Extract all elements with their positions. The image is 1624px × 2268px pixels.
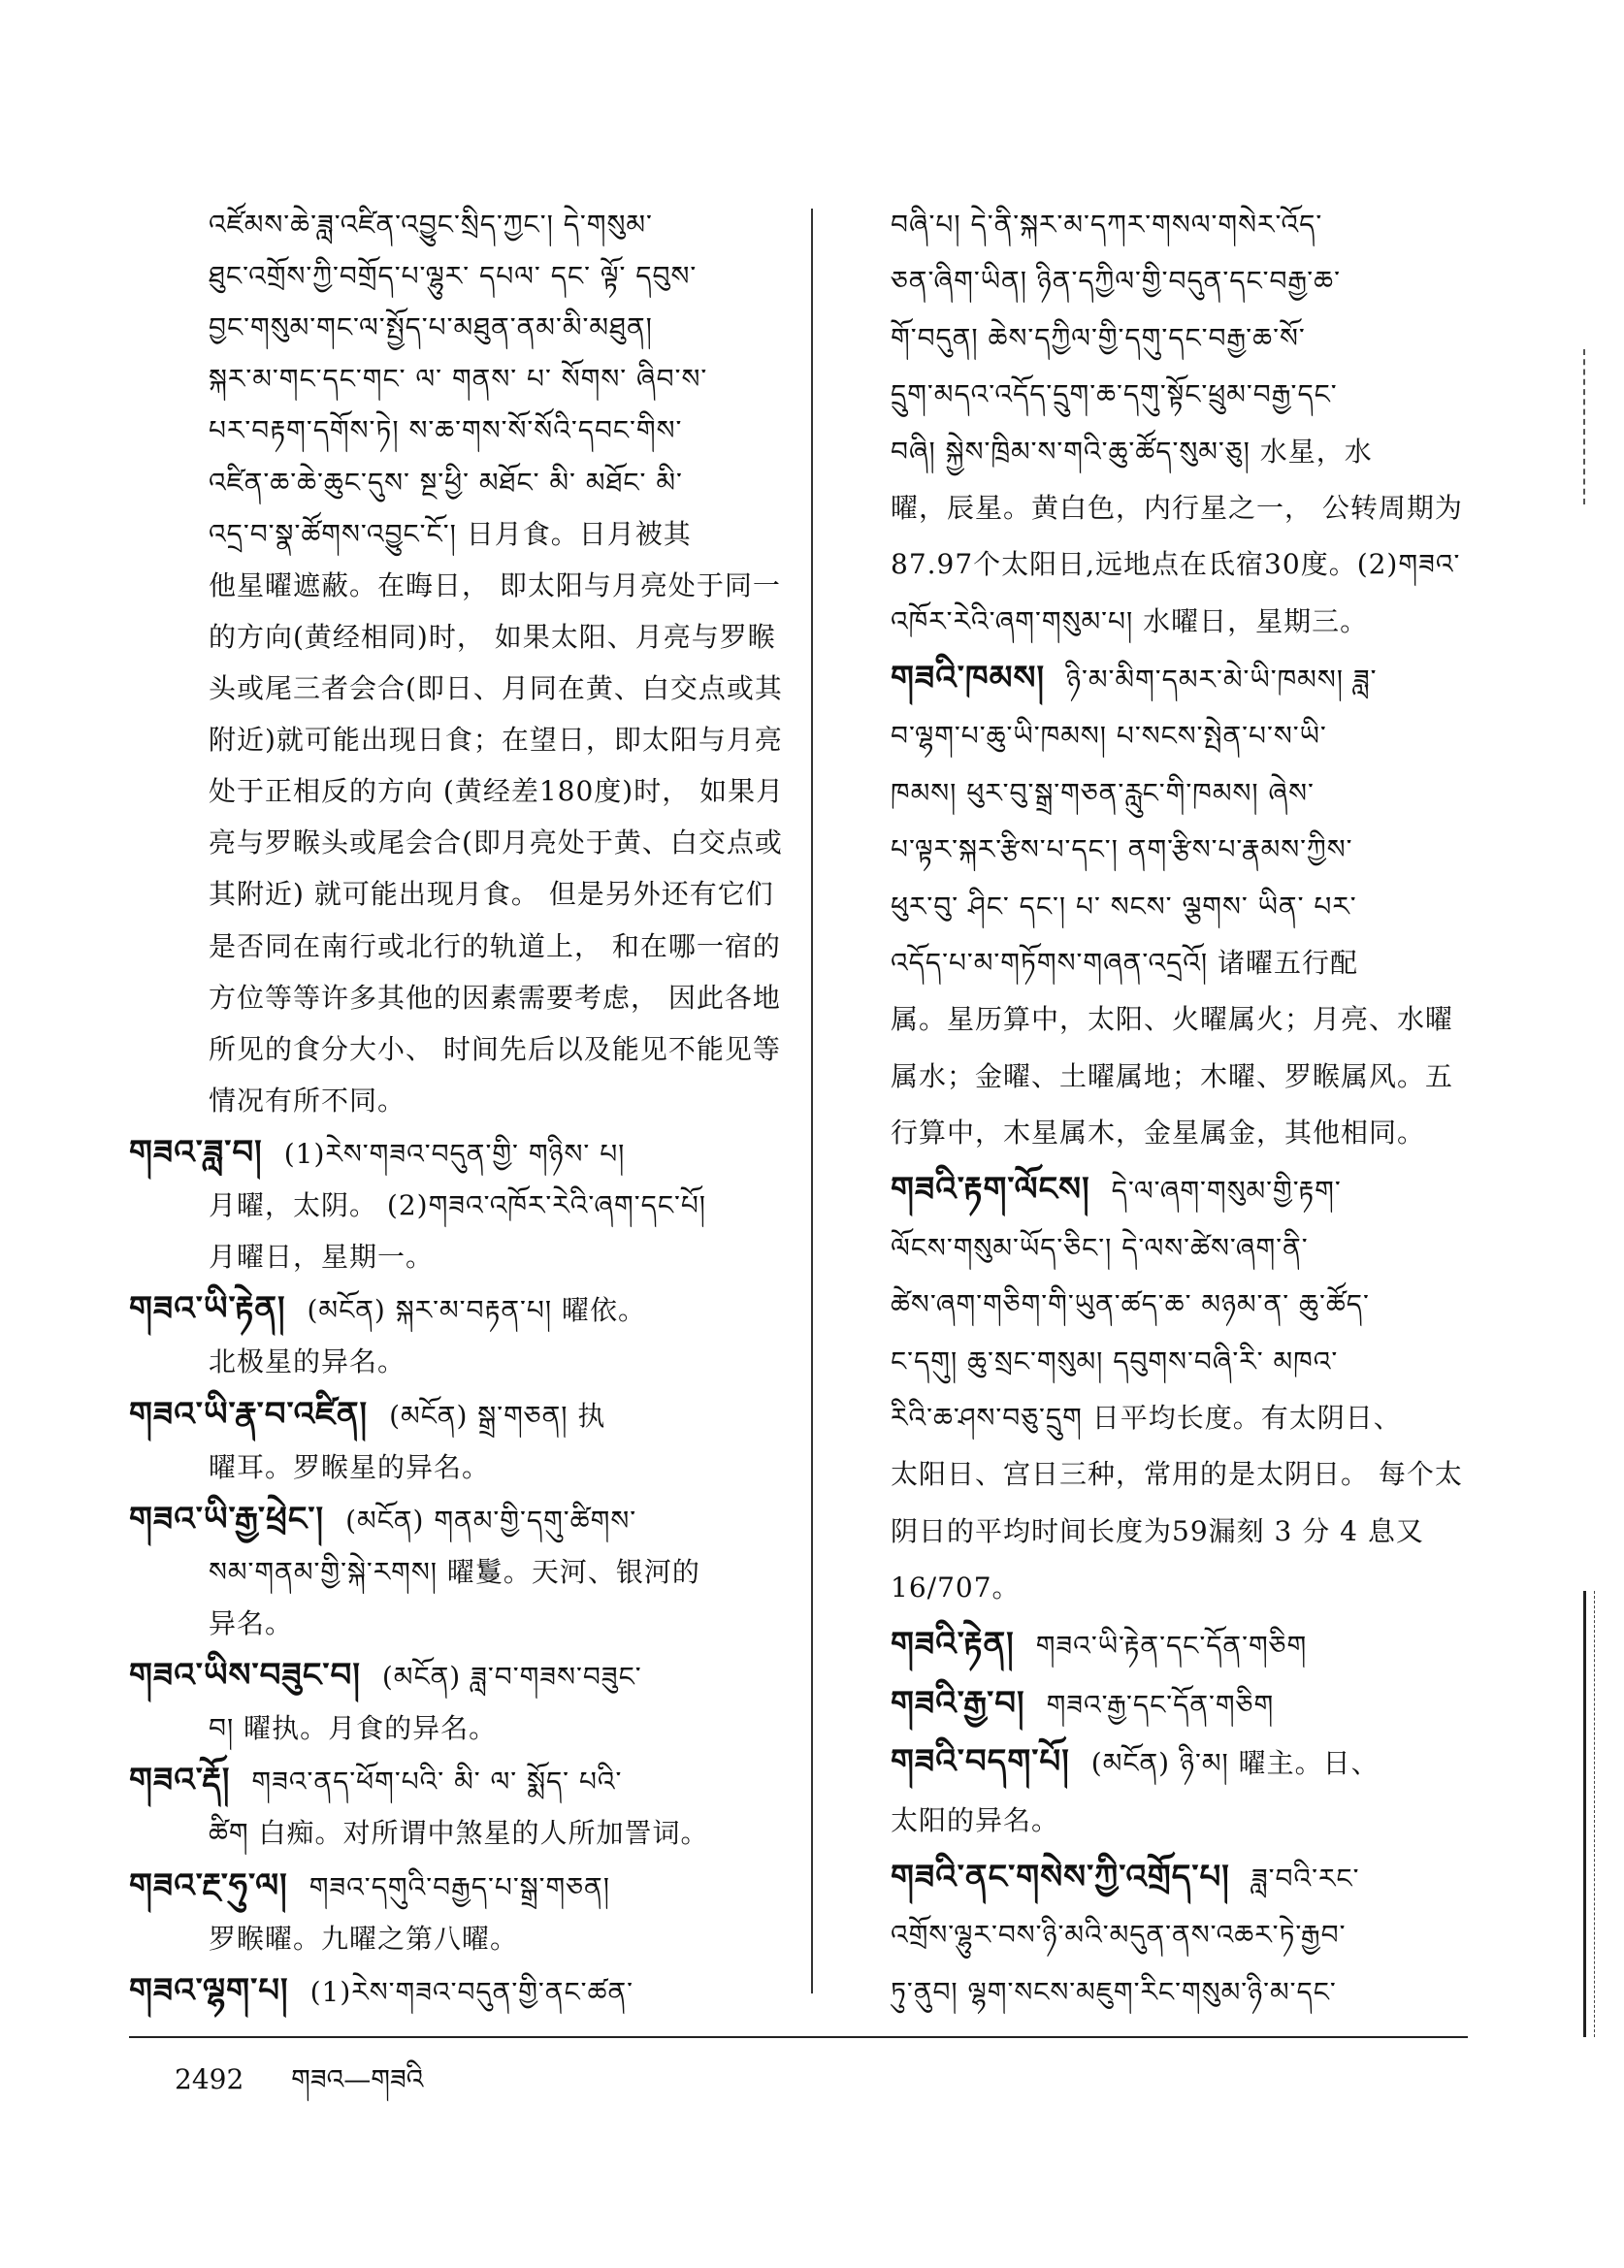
line-text: ཟླ་བའི་རང་ (1250, 1862, 1360, 1895)
text-line (847, 830, 1468, 869)
line-text: 属水；金曜、土曜属地；木曜、罗睺属风。五 (891, 1059, 1454, 1092)
page-footer (175, 2049, 462, 2125)
text-line (847, 1000, 1468, 1039)
running-head: གཟའ—གཟའི (291, 2063, 424, 2095)
line-text: 太阳日、宫日三种，常用的是太阴日。 每个太 (891, 1458, 1463, 1491)
headword: གཟའི་ཁམས། (891, 659, 1046, 697)
text-line (847, 375, 1468, 414)
line-text: ལོངས་གསུམ་ཡོད་ཅིང་། དེ་ལས་ཚེས་ཞག་ནི་ (891, 1231, 1309, 1264)
entry-line (847, 1170, 1468, 1211)
line-text: 阴日的平均时间长度为59漏刻 3 分 4 息又 (891, 1514, 1424, 1547)
entry-line (129, 1866, 779, 1907)
text-line (847, 1916, 1468, 1955)
text-line (847, 1229, 1468, 1268)
line-text: འཛིན་ཆ་ཆེ་ཆུང་དུས་ སྔ་ཕྱི་ མཐོང་ མི་ མཐོང་ མི་ (209, 466, 683, 499)
headword: གཟའི་རྟག་ལོངས། (891, 1170, 1090, 1210)
text-line (847, 888, 1468, 926)
text-line (129, 1553, 779, 1592)
line-text: ཁམས། ཕུར་བུ་སྒྲ་གཅན་རླུང་གི་ཁམས། ཞེས་ (891, 776, 1315, 809)
line-text: ཕུར་བུ་ ཤིང་ དང་། པ་ སངས་ ལྕགས་ ཡིན་ པར་ (891, 890, 1357, 923)
line-text: འདོད་པ་མ་གཏོགས་གཞན་འདྲའོ། 诸曜五行配 (891, 946, 1359, 979)
text-line (847, 1285, 1468, 1324)
page-number: 2492 (175, 2063, 244, 2095)
text-line (129, 1814, 779, 1853)
text-line (847, 1569, 1468, 1607)
line-text: (མངོན) ཟླ་བ་གཟས་བཟུང་ (381, 1661, 642, 1694)
line-text: དྲུག་མདའ་འདོད་དྲུག་ཆ་དགུ་སྟོང་ཕྲུམ་བརྒྱ་དང་ (891, 378, 1338, 411)
text-line (129, 308, 779, 347)
line-text: 87.97个太阳日,远地点在氐宿30度。(2)གཟའ་ (891, 548, 1461, 581)
line-text: 16/707。 (891, 1571, 1021, 1604)
line-text: (མངོན) གནམ་གྱི་དགུ་ཚིགས་ (345, 1504, 637, 1537)
column-divider (811, 209, 813, 1993)
line-text: 所见的食分大小、 时间先后以及能见不能见等 (209, 1032, 781, 1065)
line-text: དེ་ལ་ཞག་གསུམ་གྱི་རྟག་ (1111, 1175, 1342, 1208)
line-text: འཛོམས་ཆེ་ཟླ་འཛིན་འབྱུང་སྲིད་ཀྱང་། དེ་གསུམ་ (209, 209, 653, 241)
line-text: 曜耳。罗睺星的异名。 (209, 1450, 491, 1483)
text-line (129, 1448, 779, 1487)
text-line (129, 1238, 779, 1277)
entry-line (129, 1395, 779, 1436)
text-line (129, 1082, 779, 1120)
line-text: སྐར་མ་གང་དང་གང་ ལ་ གནས་ པ་ སོགས་ ཞིབ་ས་ (209, 363, 708, 396)
line-text: 异名。 (209, 1606, 294, 1639)
line-text: བཞི་པ། དེ་ནི་སྐར་མ་དཀར་གསལ་གསེར་འོད་ (891, 209, 1323, 241)
line-text: གཟའ་ཡི་རྟེན་དང་དོན་གཅིག (1035, 1630, 1308, 1663)
line-text: 的方向(黄经相同)时， 如果太阳、月亮与罗睺 (209, 620, 776, 653)
text-line (129, 618, 779, 657)
line-text: 处于正相反的方向 (黄经差180度)时， 如果月 (209, 775, 785, 808)
entry-line (129, 1133, 779, 1174)
line-text: ཚེས་ཞག་གཅིག་གི་ཡུན་ཚད་ཆ་ མཉམ་ན་ ཆུ་ཚོད་ (891, 1288, 1370, 1321)
line-text: (མངོན) སྐར་མ་བརྟན་པ། 曜依。 (307, 1294, 646, 1327)
line-text: གོ་བདུན། ཆེས་དཀྱིལ་གྱི་དགུ་དང་བརྒྱ་ཆ་སོ་ (891, 321, 1306, 354)
line-text: 行算中，木星属木，金星属金，其他相同。 (891, 1117, 1426, 1149)
line-text: གཟའ་ནད་ཕོག་པའི་ མི་ ལ་ སྨོད་ པའི་ (251, 1766, 623, 1798)
text-line (129, 669, 783, 708)
line-text: ཐུང་འགྲོས་ཀྱི་བགྲོད་པ་ལྷུར་ དཔལ་ དང་ ལྟོ་ དབུས་ (209, 260, 698, 293)
headword: གཟའ་ཡི་རྒྱ་ཕྲེང་། (129, 1499, 325, 1539)
scan-margin-marks (1583, 1591, 1595, 2037)
line-text: 其附近) 就可能出现月食。 但是另外还有它们 (209, 878, 774, 911)
line-text: 附近)就可能出现日食；在望日，即太阳与月亮 (209, 724, 783, 757)
text-line (847, 1973, 1468, 2012)
headword: གཟའི་རྟེན། (891, 1625, 1015, 1665)
left-column (129, 206, 785, 2012)
line-text: གཟའ་རྒྱ་དང་དོན་གཅིག (1046, 1688, 1275, 1721)
text-line (847, 489, 1468, 528)
line-text: (མངོན) སྒྲ་གཅན། 执 (389, 1399, 606, 1432)
line-text: ཏུ་ནུབ། ལྷག་སངས་མཇུག་རིང་གསུམ་ཉི་མ་དང་ (891, 1975, 1337, 2008)
text-line (847, 717, 1468, 756)
text-line (847, 602, 1468, 641)
headword: གཟའ་རྡོ། (129, 1761, 231, 1800)
line-text: འདྲ་བ་སྣ་ཚོགས་འབྱུང་ངོ་། 日月食。日月被其 (209, 517, 692, 550)
text-line (847, 1512, 1468, 1551)
headword: གཟའི་རྒྱ་བ། (891, 1683, 1025, 1723)
line-text: 太阳的异名。 (891, 1803, 1060, 1836)
text-line (129, 360, 779, 399)
headword: གཟའི་ནང་གསེས་ཀྱི་འགྲོད་པ། (891, 1857, 1230, 1896)
line-text: 月曜，太阴。 (2)གཟའ་འཁོར་རེའི་ཞག་དང་པོ། (209, 1189, 707, 1222)
text-line (847, 319, 1468, 358)
entry-line (129, 1289, 779, 1330)
entry-line (129, 1500, 779, 1540)
line-text: པར་བརྟག་དགོས་ཏེ། ས་ཆ་གས་སོ་སོའི་དབང་གིས་ (209, 414, 683, 447)
text-line (129, 824, 783, 862)
text-line (847, 1455, 1468, 1494)
footer-rule (129, 2036, 1468, 2038)
line-text: 头或尾三者会合(即日、月同在黄、白交点或其 (209, 671, 783, 704)
line-text: 他星曜遮蔽。在晦日， 即太阳与月亮处于同一 (209, 568, 781, 601)
line-text: 北极星的异名。 (209, 1345, 406, 1378)
text-line (129, 464, 779, 502)
line-text: ཉི་མ་མིག་དམར་མེ་ཡི་ཁམས། ཟླ་ (1066, 664, 1378, 696)
line-text: 罗睺曜。九曜之第八曜。 (209, 1922, 519, 1955)
line-text: རིའི་ཆ་ཤས་བཅུ་དྲུག 日平均长度。有太阴日、 (891, 1401, 1402, 1434)
line-text: 月曜日，星期一。 (209, 1241, 435, 1274)
text-line (129, 515, 779, 554)
line-text: འཁོར་རེའི་ཞག་གསུམ་པ། 水曜日，星期三。 (891, 604, 1369, 637)
text-line (847, 545, 1468, 584)
line-text: བ་ལྷག་པ་ཆུ་ཡི་ཁམས། པ་སངས་སྤེན་པ་ས་ཡི་ (891, 720, 1327, 753)
headword: གཟའ་ཡིས་བཟུང་བ། (129, 1656, 361, 1696)
text-line (129, 1604, 779, 1643)
text-line (847, 1114, 1468, 1152)
text-line (847, 262, 1468, 301)
text-line (129, 206, 779, 244)
text-line (847, 1343, 1468, 1381)
text-line (129, 1030, 779, 1069)
text-line (847, 433, 1468, 471)
line-text: སམ་གནམ་གྱི་སྐེ་རགས། 曜鬘。天河、银河的 (209, 1555, 700, 1588)
text-line (129, 772, 785, 811)
headword: གཟའ་ཡི་རྟེན། (129, 1289, 286, 1329)
line-text: (མངོན) ཉི་མ། 曜主。日、 (1090, 1747, 1380, 1780)
text-line (847, 1801, 1468, 1840)
line-text: 是否同在南行或北行的轨道上， 和在哪一宿的 (209, 929, 781, 962)
text-line (129, 721, 783, 760)
headword: གཟའ་རྔ་ཧུ་ལ། (129, 1865, 288, 1905)
line-text: ཚིག 白痴。对所谓中煞星的人所加詈词。 (209, 1817, 709, 1850)
entry-line (129, 1656, 779, 1697)
headword: གཟའ་ཟླ་བ། (129, 1132, 263, 1172)
text-line (129, 567, 779, 605)
text-line (129, 875, 779, 914)
line-text: 属。星历算中，太阳、火曜属火；月亮、水曜 (891, 1003, 1454, 1036)
text-line (847, 774, 1468, 813)
text-line (847, 1399, 1468, 1438)
line-text: 方位等等许多其他的因素需要考虑， 因此各地 (209, 981, 781, 1014)
text-line (129, 927, 779, 966)
line-text: གཟའ་དགུའི་བརྒྱད་པ་སྒྲ་གཅན། (309, 1870, 610, 1903)
entry-line (847, 1625, 1468, 1666)
entry-line (129, 1971, 779, 2012)
line-text: ང་དགུ། ཆུ་སྲང་གསུམ། དབུགས་བཞི་རི་ མཁའ་ (891, 1345, 1339, 1377)
text-line (129, 1920, 779, 1959)
entry-line (847, 1742, 1468, 1783)
headword: གཟའ་ལྷག་པ། (129, 1970, 289, 2010)
text-line (129, 979, 779, 1018)
entry-line (129, 1761, 779, 1801)
line-text: བྱང་གསུམ་གང་ལ་སྤྱོད་པ་མཐུན་ནམ་མི་མཐུན། (209, 311, 653, 344)
line-text: པ་ལྟར་སྐར་རྩིས་པ་དང་། ནག་རྩིས་པ་རྣམས་ཀྱིས་ (891, 833, 1353, 866)
text-line (129, 1343, 779, 1381)
line-text: 情况有所不同。 (209, 1084, 406, 1117)
line-text: (1)རེས་གཟའ་བདུན་གྱི་ནང་ཚན་ (309, 1975, 633, 2008)
line-text: བཞི། སྐྱེས་ཁྲིམ་ས་གའི་ཆུ་ཚོད་སུམ་ཅུ། 水星，水 (891, 435, 1373, 468)
entry-line (847, 1858, 1468, 1898)
text-line (129, 411, 779, 450)
line-text: (1)རེས་གཟའ་བདུན་གྱི་ གཉིས་ པ། (283, 1137, 626, 1170)
entry-line (847, 1684, 1468, 1725)
text-line (129, 1186, 779, 1225)
headword: གཟའ་ཡི་རྣ་བ་འཛིན། (129, 1394, 369, 1434)
text-line (129, 1709, 779, 1748)
right-column (847, 206, 1468, 2012)
line-text: བ། 曜执。月食的异名。 (209, 1712, 498, 1745)
line-text: ཅན་ཞིག་ཡིན། ཉིན་དཀྱིལ་གྱི་བདུན་དང་བརྒྱ་ཆ་ (891, 265, 1341, 298)
text-line (847, 944, 1468, 983)
scan-margin-marks-top (1583, 349, 1591, 504)
line-text: 曜，辰星。黄白色，内行星之一， 公转周期为 (891, 491, 1463, 524)
line-text: 亮与罗睺头或尾会合(即月亮处于黄、白交点或 (209, 826, 783, 859)
line-text: འགྲོས་ལྷུར་བས་ཉི་མའི་མདུན་ནས་འཆར་ཏེ་རྒྱབ་ (891, 1919, 1347, 1952)
text-line (847, 206, 1468, 244)
headword: གཟའི་བདག་པོ། (891, 1742, 1070, 1782)
text-line (129, 257, 779, 296)
text-line (847, 1057, 1468, 1096)
entry-line (847, 659, 1468, 699)
